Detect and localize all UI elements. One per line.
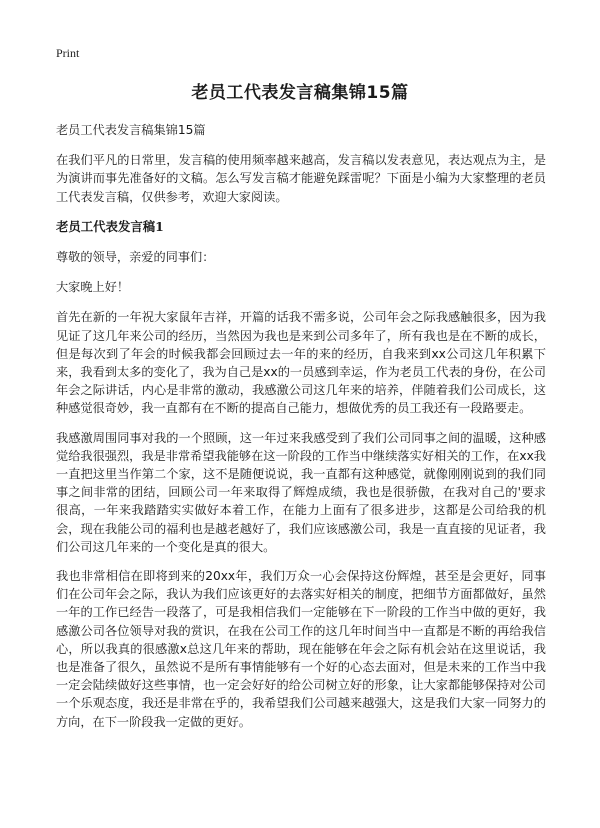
document-body	[56, 121, 546, 743]
section-heading: 老员工代表发言稿1	[56, 218, 164, 234]
greeting-line: 尊敬的领导，亲爱的同事们：	[56, 250, 215, 265]
salutation-line: 大家晚上好！	[56, 280, 130, 295]
body-paragraph-3: 我也非常相信在即将到来的20xx年，我们万众一心会保持这份辉煌，甚至是会更好，同事们在公司年会之际，我认为我们应该更好的去落实好相关的制度，把细节方面都做好，虽然一年的工作已经告一段落了，可是我相信我们一定能够在下一阶段的工作当中做的更好，我感激公司各位领导对我的赏识，在我在公司工作的这几年时间当中一直都是不断的再给我信心，所以我真的很感激x总这几年来的帮助，现在能够在年会之际有机会站在这里说话，我也是准备了很久，虽然说不是所有事情能够有一个好的心态去面对，但是未来的工作当中我一定会陆续做好这些事情，也一定会好好的给公司树立好的形象，让大家都能够保持对公司一个乐观态度，我还是非常在乎的，我希望我们公司越来越强大，这是我们大家一同努力的方向，在下一阶段我一定做的更好。	[56, 569, 546, 729]
document-subtitle: 老员工代表发言稿集锦15篇	[56, 123, 206, 137]
body-paragraph-1: 首先在新的一年祝大家鼠年吉祥，开篇的话我不需多说，公司年会之际我感触很多，因为我见证了这几年来公司的经历，当然因为我也是来到公司多年了，所有我也是在不断的成长，但是每次到了年会的时候我都会回顾过去一年的来的经历，自我来到xx公司这几年积累下来，我看到太多的变化了，我为自己是xx的一员感到幸运，作为老员工代表的身份，在公司年会之际讲话，内心是非常的激动，我感激公司这几年来的培养，伴随着我们公司成长，这种感觉很奇妙，我一直都有在不断的提高自己能力，想做优秀的员工我还有一段路要走。	[56, 310, 546, 416]
print-link[interactable]: Print	[56, 46, 80, 60]
document-title: 老员工代表发言稿集锦15篇	[191, 83, 409, 103]
intro-paragraph: 在我们平凡的日常里，发言稿的使用频率越来越高，发言稿以发表意见，表达观点为主，是为演讲而事先准备好的文稿。怎么写发言稿才能避免踩雷呢？下面是小编为大家整理的老员工代表发言稿，仅供参考，欢迎大家阅读。	[56, 153, 546, 204]
body-paragraph-2: 我感激周围同事对我的一个照顾，这一年过来我感受到了我们公司同事之间的温暖，这种感觉给我很强烈，我是非常希望我能够在这一阶段的工作当中继续落实好相关的工作，在xx我一直把这里当作第二个家，这不是随便说说，我一直都有这种感觉，就像刚刚说到的我们同事之间非常的团结，回顾公司一年来取得了辉煌成绩，我也是很骄傲，在我对自己的'要求很高，一年来我踏踏实实做好本着工作，在能力上面有了很多进步，这都是公司给我的机会，现在我能公司的福利也是越老越好了，我们应该感激公司，我是一直直接的见证者，我们公司这几年来的一个变化是真的很大。	[56, 430, 546, 554]
